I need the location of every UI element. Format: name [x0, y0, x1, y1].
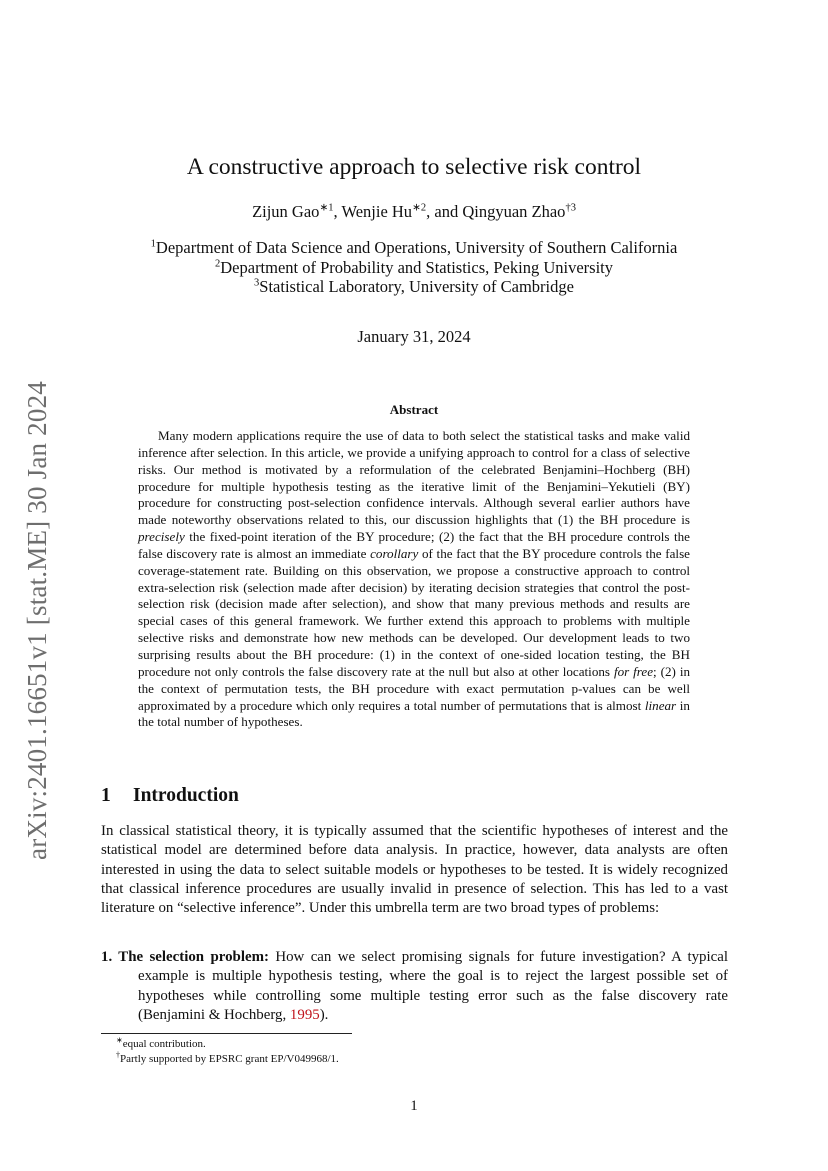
author-name: Zijun Gao: [252, 202, 320, 221]
abstract-emphasis: linear: [644, 697, 677, 713]
author-list: [0, 202, 828, 222]
affiliation-text: Department of Probability and Statistics, Peking University: [220, 257, 613, 277]
paper-title: A constructive approach to selective risk control: [186, 154, 642, 180]
arxiv-identifier: arXiv:2401.16651v1 [stat.ME] 30 Jan 2024: [21, 380, 52, 860]
affiliation-text: Statistical Laboratory, University of Cambridge: [259, 277, 574, 296]
abstract-text: Many modern applications require the use of data to both select the statistical tasks and make valid inference after selection. In this article, we provide a unifying approach to control for a class of selective risks. Our method is motivated by a reformulation of the celebrated Benjamini–Hochberg (BH) procedure for multiple hypothesis testing as the iterative limit of the Benjamini–Yekutieli (BY) procedure for constructing post-selection confidence intervals. Although several earlier authors have made noteworthy observations related to this, our discussion highlights that (1) the BH procedure is: [138, 428, 690, 528]
affiliation: [0, 238, 828, 258]
footnote-text: equal contribution.: [122, 1038, 206, 1050]
affiliation: [0, 258, 828, 278]
list-item-label: 1. The selection problem:: [101, 949, 269, 965]
author-affil-mark: ∗2: [412, 202, 427, 214]
page-number: 1: [410, 1098, 418, 1114]
affiliation-mark: 2: [215, 258, 221, 269]
section-number: 1: [101, 785, 111, 806]
author-name: Wenjie Hu: [341, 202, 413, 221]
intro-paragraph: In classical statistical theory, it is typically assumed that the scientific hypotheses of interest and the statistical model are determined before data analysis. In practice, however, data analysts are often interested in using the data to select suitable models or hypotheses to be tested. It is widely recognized that classical inference procedures are usually invalid in presence of selection. This has led to a vast literature on “selective inference”. Under this umbrella term are two broad types of problems:: [101, 823, 728, 917]
footnote-divider: [101, 1033, 352, 1034]
abstract-emphasis: for free: [613, 663, 654, 679]
affiliation-text: Department of Data Science and Operations, University of Southern California: [155, 238, 678, 257]
affiliation-mark: 1: [150, 238, 156, 250]
abstract-text: in the total number of hypotheses.: [138, 697, 690, 730]
section-heading: [101, 785, 239, 807]
citation-link[interactable]: 1995: [289, 1006, 320, 1023]
footnote-text: Partly supported by EPSRC grant EP/V049968/1.: [120, 1053, 339, 1065]
footnote-mark: †: [116, 1050, 120, 1060]
footnote-mark: ∗: [116, 1035, 123, 1045]
arxiv-sidebar-stamp: [15, 360, 59, 880]
section-title: Introduction: [133, 785, 239, 806]
affiliation-mark: 3: [254, 277, 260, 289]
abstract-emphasis: corollary: [370, 545, 419, 561]
abstract-text: the fixed-point iteration of the BY procedure; (2) the fact that the BH procedure controls the false discovery rate is almost an immediate: [138, 529, 690, 561]
abstract-text: of the fact that the BY procedure controls the false coverage-statement rate. Building on this observation, we propose a constructive approach to control extra-selection risk (selection made after decision) by iterating decision strategies that control the post-selection risk (decision made after selection), and show that many previous methods and results are special cases of this general framework. We further extend this approach to problems with multiple selective risks and demonstrate how new methods can be developed. Our development leads to two surprising results about the BH procedure: (1) in the context of one-sided location testing, the BH procedure not only controls the false discovery rate at the null but also at other locations: [138, 545, 690, 679]
author-separator: ,: [333, 202, 342, 221]
abstract-heading: Abstract: [389, 402, 439, 417]
abstract-text: ; (2) in the context of permutation tests, the BH procedure with exact permutation p-values can be well approximated by a procedure which only requires a total number of permutations that is almost: [138, 663, 690, 713]
author-name: Qingyuan Zhao: [462, 202, 566, 221]
list-item: [101, 948, 728, 1025]
author-affil-mark: †3: [565, 202, 576, 214]
footnote: [116, 1050, 339, 1065]
publication-date: January 31, 2024: [357, 327, 471, 346]
affiliation: [0, 277, 828, 297]
footnote: [116, 1035, 206, 1050]
abstract-body: [138, 428, 690, 731]
list-item-text: How can we select promising signals for future investigation? A typical example is multiple hypothesis testing, where the goal is to reject the largest possible set of hypotheses while controlling some multiple testing error such as the false discovery rate (Benjamini & Hochberg,: [138, 949, 728, 1023]
author-separator: , and: [426, 202, 463, 221]
abstract-emphasis: precisely: [138, 529, 185, 545]
author-affil-mark: ∗1: [319, 202, 334, 214]
list-item-tail: ).: [319, 1006, 329, 1023]
